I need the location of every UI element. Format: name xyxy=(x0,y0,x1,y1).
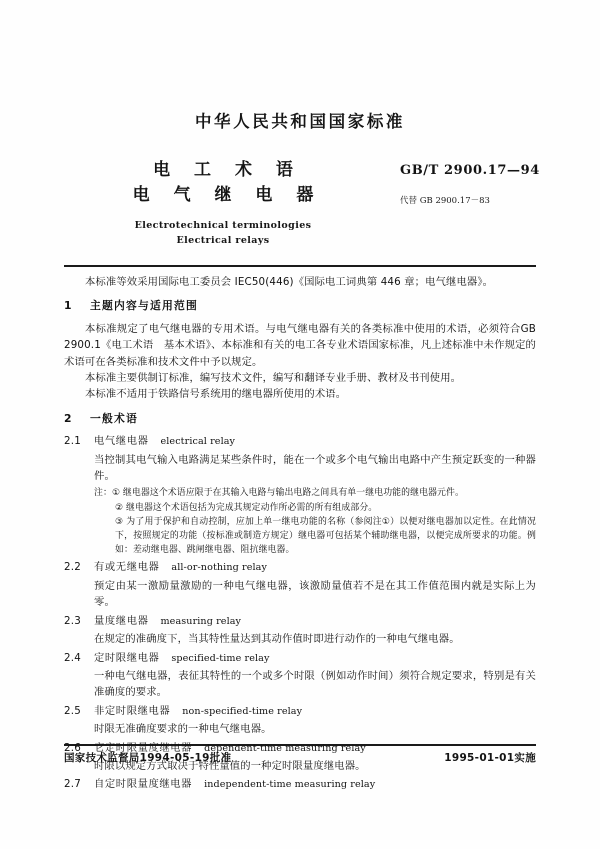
masthead xyxy=(0,108,600,132)
term-entry xyxy=(64,559,536,610)
term-number: 2.4 xyxy=(64,651,81,664)
section-1-title: 主题内容与适用范围 xyxy=(90,299,198,313)
term-headword-line xyxy=(94,613,536,630)
term-entry xyxy=(64,703,536,738)
term-number: 2.5 xyxy=(64,704,81,717)
national-standard-title: 中华人民共和国国家标准 xyxy=(194,112,406,131)
term-chinese: 非定时限继电器 xyxy=(94,704,171,717)
document-body xyxy=(64,274,536,794)
term-chinese: 它定时限量度继电器 xyxy=(94,741,193,754)
section-1-paragraph-1: 本标准规定了电气继电器的专用术语。与电气继电器有关的各类标准中使用的术语，必须符合GB 2900.1《电工术语 基本术语》、本标准和有关的电工各专业术语国家标准，凡上述标准中未作规定的术语可在各类标准和技术文件中予以规定。 xyxy=(64,322,536,368)
term-chinese: 量度继电器 xyxy=(94,614,149,627)
term-english: independent-time measuring relay xyxy=(204,779,376,791)
term-definition: 时限无准确度要求的一种电气继电器。 xyxy=(94,723,272,736)
term-entry xyxy=(64,650,536,701)
term-number: 2.1 xyxy=(64,435,81,448)
term-body xyxy=(94,613,536,648)
term-entry xyxy=(64,433,536,557)
note-item xyxy=(94,501,536,515)
section-2-number: 2 xyxy=(64,411,72,425)
term-number: 2.6 xyxy=(64,741,81,754)
english-title-line-2: Electrical relays xyxy=(176,235,270,246)
standard-number: GB/T 2900.17—94 xyxy=(400,163,540,178)
term-body xyxy=(94,433,536,557)
term-body xyxy=(94,650,536,701)
note-text: ① 继电器这个术语应限于在其输入电路与输出电路之间具有单一继电功能的继电器元件。 xyxy=(111,488,464,499)
replaces-value: GB 2900.17－83 xyxy=(419,196,490,206)
term-chinese: 自定时限量度继电器 xyxy=(94,778,193,791)
intro-paragraph: 本标准等效采用国际电工委员会 IEC50(446)《国际电工词典第 446 章；电气继电器》。 xyxy=(85,276,494,288)
term-chinese: 电气继电器 xyxy=(94,435,149,448)
term-number: 2.2 xyxy=(64,561,81,574)
term-number: 2.3 xyxy=(64,614,81,627)
page-footer xyxy=(64,750,536,765)
term-definition: 时限以规定方式取决于特性量值的一种定时限量度继电器。 xyxy=(94,759,366,772)
term-body xyxy=(94,559,536,610)
term-headword-line xyxy=(94,703,536,720)
title-block xyxy=(88,158,358,248)
footer-approval-text: 国家技术监督局1994-05-19批准 xyxy=(64,752,232,764)
note-item xyxy=(94,515,536,558)
term-definition: 当控制其电气输入电路满足某些条件时，能在一个或多个电气输出电路中产生预定跃变的一种器件。 xyxy=(94,453,536,483)
term-headword-line xyxy=(94,559,536,576)
term-chinese: 定时限继电器 xyxy=(94,651,160,664)
term-headword-line xyxy=(94,650,536,667)
term-headword-line xyxy=(94,776,536,793)
section-heading-1 xyxy=(64,298,536,314)
term-english: electrical relay xyxy=(160,436,236,448)
section-1-number: 1 xyxy=(64,299,72,313)
chinese-title-line-2: 电 气 继 电 器 xyxy=(132,185,323,205)
term-english: dependent-time measuring relay xyxy=(204,742,366,754)
term-chinese: 有或无继电器 xyxy=(94,561,160,574)
replaces-label: 代替 xyxy=(400,196,418,206)
note-text: ② 继电器这个术语包括为完成其规定动作所必需的所有组成部分。 xyxy=(115,502,378,513)
section-heading-2 xyxy=(64,411,536,427)
standard-replaces xyxy=(400,194,540,206)
term-definition: 预定由某一激励量激励的一种电气继电器，该激励量值若不是在其工作值范围内就是实际上为零。 xyxy=(94,579,536,609)
notes-label: 注： xyxy=(94,488,112,499)
term-entry xyxy=(64,613,536,648)
term-headword-line xyxy=(94,433,536,450)
header-divider xyxy=(64,265,536,267)
note-text: ③ 为了用于保护和自动控制，应加上单一继电功能的名称（参阅注①）以便对继电器加以定性。在此情况下，按照规定的功能（按标准或制造方规定）继电器可包括某个辅助继电器，以便完成所要求的功能。例如：差动继电器、跳闸继电器、阻抗继电器。 xyxy=(115,516,536,556)
footer-effective-text: 1995-01-01实施 xyxy=(444,752,536,764)
note-item xyxy=(94,486,536,500)
term-notes xyxy=(94,486,536,557)
english-title-line-1: Electrotechnical terminologies xyxy=(134,220,312,231)
section-2-title: 一般术语 xyxy=(90,411,138,425)
standard-number-block xyxy=(400,163,540,206)
term-english: measuring relay xyxy=(160,615,242,627)
term-body xyxy=(94,776,536,793)
term-number: 2.7 xyxy=(64,778,81,791)
term-english: all-or-nothing relay xyxy=(171,562,267,574)
section-1-paragraph-2: 本标准主要供制订标准，编写技术文件，编写和翻译专业手册、教材及书刊使用。 xyxy=(85,372,462,385)
section-1-paragraph-3: 本标准不适用于铁路信号系统用的继电器所使用的术语。 xyxy=(85,388,347,401)
term-definition: 一种电气继电器，表征其特性的一个或多个时限（例如动作时间）须符合规定要求，特别是有关准确度的要求。 xyxy=(94,669,536,699)
term-definition: 在规定的准确度下，当其特性量达到其动作值时即进行动作的一种电气继电器。 xyxy=(94,633,460,646)
term-entry xyxy=(64,776,536,793)
term-english: specified-time relay xyxy=(171,652,270,664)
term-body xyxy=(94,703,536,738)
chinese-title-line-1: 电 工 术 语 xyxy=(153,160,302,180)
term-english: non-specified-time relay xyxy=(182,705,303,717)
